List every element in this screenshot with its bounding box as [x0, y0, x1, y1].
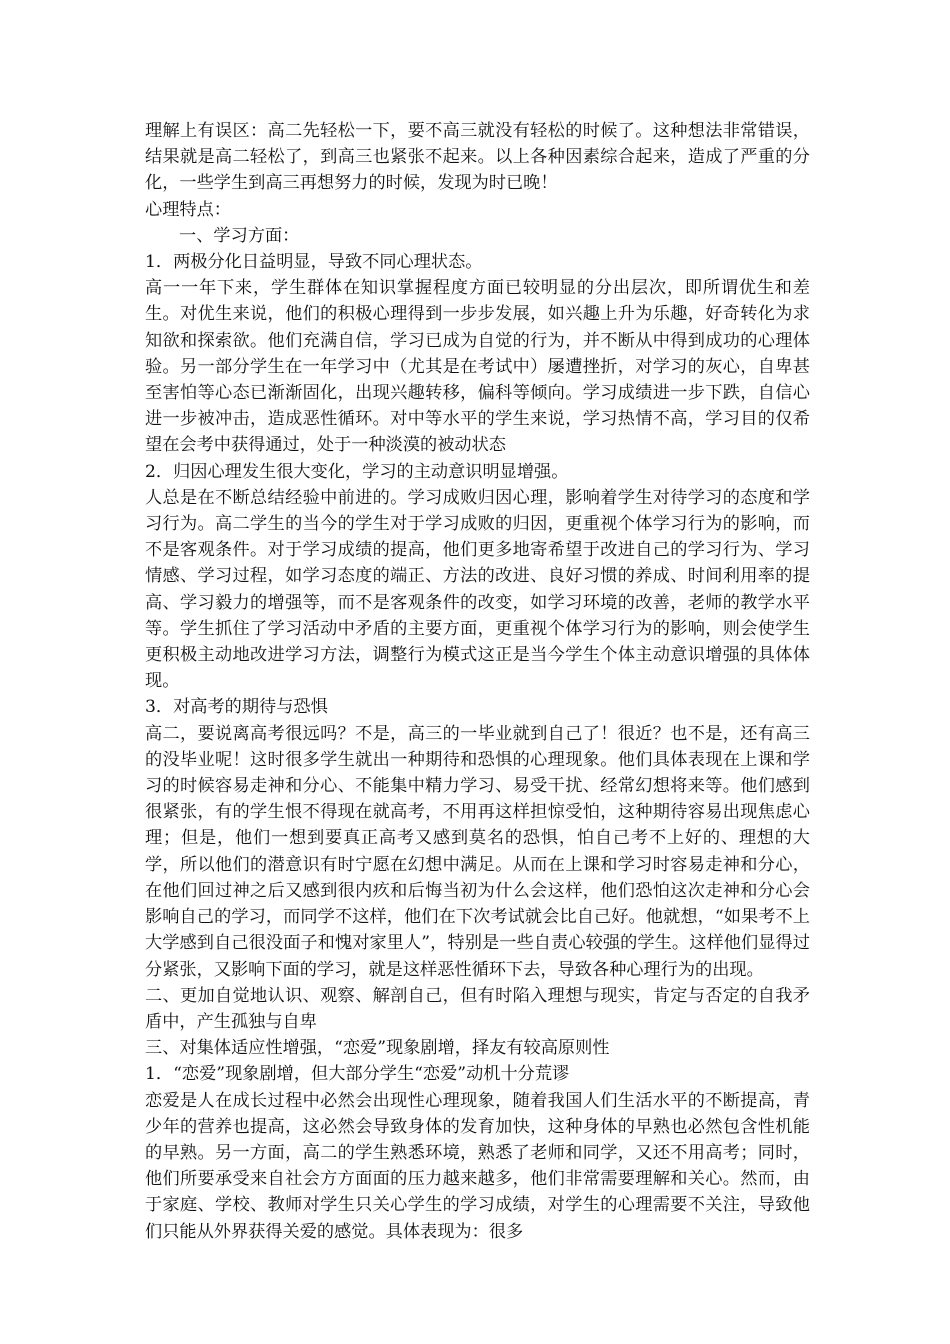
paragraph-romance: 恋爱是人在成长过程中必然会出现性心理现象，随着我国人们生活水平的不断提高，青少年的营养也提高，这必然会导致身体的发育加快，这种身体的早熟也必然包含性机能的早熟。另一方面，高二的学生熟悉环境，熟悉了老师和同学，又还不用高考；同时，他们所要承受来自社会方方面面的压力越来越多，他们非常需要理解和关心。然而，由于家庭、学校、教师对学生只关心学生的学习成绩，对学生的心理需要不关注，导致他们只能从外界获得关爱的感觉。具体表现为：很多: [145, 1090, 810, 1242]
paragraph-polarization: 高一一年下来，学生群体在知识掌握程度方面已较明显的分出层次，即所谓优生和差生。对优生来说，他们的积极心理得到一步步发展，如兴趣上升为乐趣，好奇转化为求知欲和探索欲。他们充满自信，学习已成为自觉的行为，并不断从中得到成功的心理体验。另一部分学生在一年学习中（尤其是在考试中）屡遭挫折，对学习的灰心，自卑甚至害怕等心态已渐渐固化，出现兴趣转移，偏科等倾向。学习成绩进一步下跌，自信心进一步被冲击，造成恶性循环。对中等水平的学生来说，学习热情不高，学习目的仅希望在会考中获得通过，处于一种淡漠的被动状态: [145, 278, 810, 456]
heading-learning-aspect: 一、学习方面：: [179, 225, 300, 246]
subheading-exam-expectation: 3．对高考的期待与恐惧: [145, 697, 328, 718]
paragraph-attribution: 人总是在不断总结经验中前进的。学习成败归因心理，影响着学生对待学习的态度和学习行为。高二学生的当今的学生对于学习成败的归因，更重视个体学习行为的影响，而不是客观条件。对于学习成绩的提高，他们更多地寄希望于改进自己的学习行为、学习情感、学习过程，如学习态度的端正、方法的改进、良好习惯的养成、时间利用率的提高、学习毅力的增强等，而不是客观条件的改变，如学习环境的改善，老师的教学水平等。学生抓住了学习活动中矛盾的主要方面，更重视个体学习行为的影响，则会使学生更积极主动地改进学习方法，调整行为模式这正是当今学生个体主动意识增强的具体体现。: [145, 487, 810, 692]
paragraph-exam-expectation: 高二，要说离高考很远吗？不是，高三的一毕业就到自己了！很近？也不是，还有高三的没毕业呢！这时很多学生就出一种期待和恐惧的心理现象。他们具体表现在上课和学习的时候容易走神和分心、不能集中精力学习、易受干扰、经常幻想将来等。他们感到很紧张，有的学生恨不得现在就高考，不用再这样担惊受怕，这种期待容易出现焦虑心理；但是，他们一想到要真正高考又感到莫名的恐惧，怕自己考不上好的、理想的大学，所以他们的潜意识有时宁愿在幻想中满足。从而在上课和学习时容易走神和分心，在他们回过神之后又感到很内疚和后悔当初为什么会这样，他们恐怕这次走神和分心会影响自己的学习，而同学不这样，他们在下次考试就会比自己好。他就想，“如果考不上大学感到自己很没面子和愧对家里人”，特别是一些自责心较强的学生。这样他们显得过分紧张，又影响下面的学习，就是这样恶性循环下去，导致各种心理行为的出现。: [145, 723, 810, 980]
heading-psychological-traits: 心理特点：: [145, 199, 231, 220]
subheading-romance: 1．“恋爱”现象剧增，但大部分学生“恋爱”动机十分荒谬: [145, 1064, 570, 1085]
paragraph-intro-continued: 理解上有误区：高二先轻松一下，要不高三就没有轻松的时候了。这种想法非常错误，结果就是高二轻松了，到高三也紧张不起来。以上各种因素综合起来，造成了严重的分化，一些学生到高三再想努力的时候，发现为时已晚！: [145, 121, 810, 194]
subheading-polarization: 1．两极分化日益明显，导致不同心理状态。: [145, 252, 483, 273]
heading-collective-adaptation: 三、对集体适应性增强，“恋爱”现象剧增，择友有较高原则性: [145, 1038, 610, 1059]
subheading-attribution: 2．归因心理发生很大变化，学习的主动意识明显增强。: [145, 461, 569, 482]
heading-self-awareness: 二、更加自觉地认识、观察、解剖自己，但有时陷入理想与现实，肯定与否定的自我矛盾中，产生孤独与自卑: [145, 985, 810, 1032]
document-page: [145, 118, 810, 1245]
